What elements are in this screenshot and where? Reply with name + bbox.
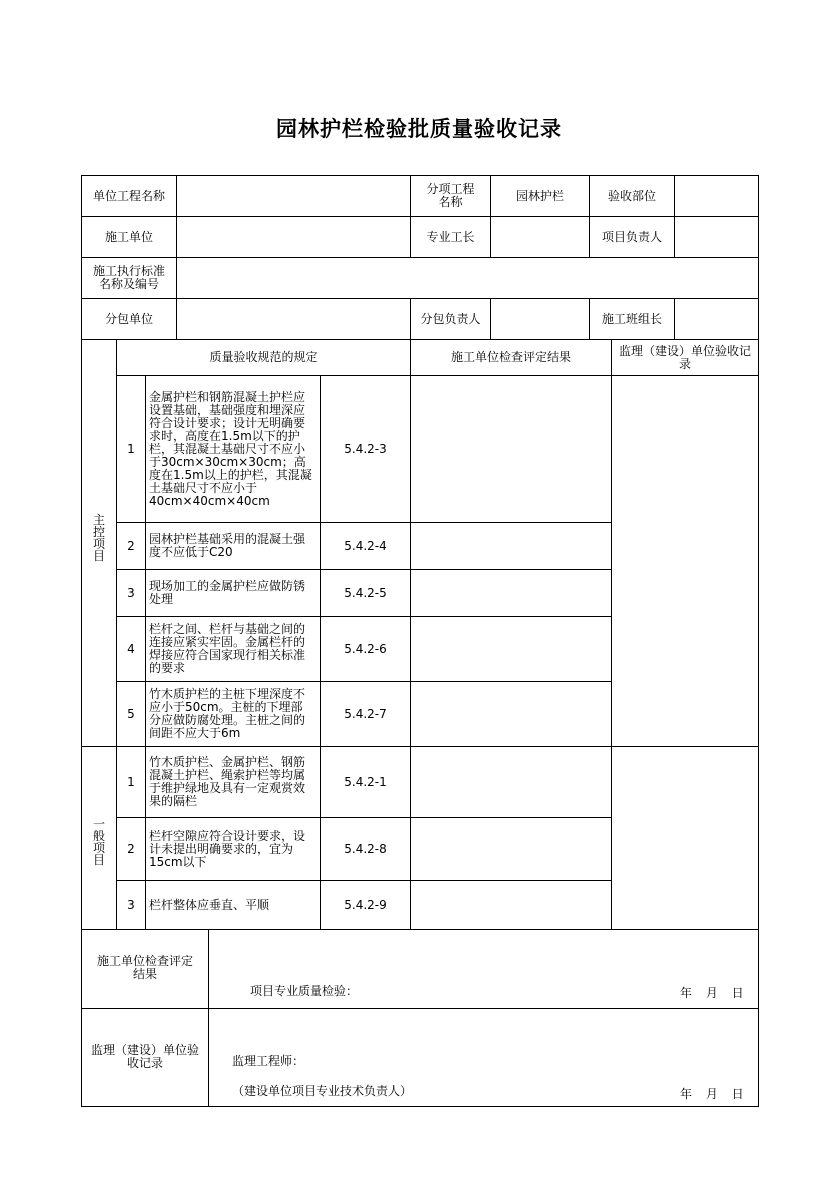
foreman-label: 专业工长: [410, 216, 491, 258]
team-leader-label: 施工班组长: [589, 298, 675, 340]
item-result-field[interactable]: [410, 522, 612, 570]
item-result-field[interactable]: [410, 817, 612, 881]
item-spec: 现场加工的金属护栏应做防锈处理: [145, 569, 321, 617]
standard-field[interactable]: [176, 257, 759, 299]
item-spec: 栏杆整体应垂直、平顺: [145, 880, 321, 930]
signoff-date-1: 年 月 日: [680, 986, 749, 1000]
item-result-field[interactable]: [410, 375, 612, 523]
owner-representative-label: （建设单位项目专业技术负责人）: [232, 1084, 413, 1098]
item-clause: 5.4.2-5: [320, 569, 411, 617]
contractor-result-header: 施工单位检查评定结果: [410, 339, 612, 376]
item-no: 3: [116, 569, 146, 617]
supervisor-footer-label: 监理（建设）单位验收记录: [90, 1043, 199, 1070]
item-no: 2: [116, 522, 146, 570]
page-title: 园林护栏检验批质量验收记录: [276, 117, 562, 141]
foreman-field[interactable]: [490, 216, 590, 258]
contractor-result-footer-label: 施工单位检查评定结果: [96, 954, 193, 981]
item-clause: 5.4.2-9: [320, 880, 411, 930]
item-clause: 5.4.2-8: [320, 817, 411, 881]
item-clause: 5.4.2-3: [320, 375, 411, 523]
item-result-field[interactable]: [410, 569, 612, 617]
unit-project-label: 单位工程名称: [81, 175, 177, 217]
subcontractor-label: 分包单位: [81, 298, 177, 340]
item-spec: 竹木质护栏的主桩下埋深度不应小于50cm。主桩的下埋部分应做防腐处理。主桩之间的间距不应大于6m: [145, 681, 321, 747]
item-spec: 园林护栏基础采用的混凝土强度不应低于C20: [145, 522, 321, 570]
spec-column-header: 质量验收规范的规定: [116, 339, 411, 376]
supervising-engineer-label: 监理工程师：: [232, 1054, 305, 1068]
main-items-label: 主控项目: [92, 513, 105, 563]
supervisor-record-header: 监理（建设）单位验收记录: [611, 339, 759, 376]
general-items-label: 一般项目: [92, 817, 105, 867]
item-result-field[interactable]: [410, 616, 612, 682]
item-no: 1: [116, 746, 146, 818]
construction-unit-label: 施工单位: [81, 216, 177, 258]
sub-project-label: 分项工程名称: [410, 175, 491, 217]
project-manager-field[interactable]: [674, 216, 759, 258]
acceptance-part-label: 验收部位: [589, 175, 675, 217]
item-no: 2: [116, 817, 146, 881]
unit-project-field[interactable]: [176, 175, 411, 217]
item-result-field[interactable]: [410, 880, 612, 930]
item-no: 4: [116, 616, 146, 682]
project-manager-label: 项目负责人: [589, 216, 675, 258]
item-clause: 5.4.2-1: [320, 746, 411, 818]
quality-inspector-label: 项目专业质量检验：: [250, 984, 359, 998]
supervisor-record-general-field[interactable]: [611, 746, 759, 930]
item-result-field[interactable]: [410, 746, 612, 818]
team-leader-field[interactable]: [674, 298, 759, 340]
item-spec: 栏杆之间、栏杆与基础之间的连接应紧实牢固。金属栏杆的焊接应符合国家现行相关标准的要求: [145, 616, 321, 682]
item-result-field[interactable]: [410, 681, 612, 747]
item-spec: 金属护栏和钢筋混凝土护栏应设置基础，基础强度和埋深应符合设计要求；设计无明确要求时，高度在1.5m以下的护栏，其混凝土基础尺寸不应小于30cm×30cm×30cm；高度在1.5m以上的护栏，其混凝土基础尺寸不应小于40cm×40cm×40cm: [145, 375, 321, 523]
sub-project-value: 园林护栏: [490, 175, 590, 217]
item-clause: 5.4.2-4: [320, 522, 411, 570]
subcontractor-field[interactable]: [176, 298, 411, 340]
sub-manager-label: 分包负责人: [410, 298, 491, 340]
item-spec: 栏杆空隙应符合设计要求，设计未提出明确要求的，宜为15cm以下: [145, 817, 321, 881]
sub-manager-field[interactable]: [490, 298, 590, 340]
supervisor-record-main-field[interactable]: [611, 375, 759, 747]
standard-label: 施工执行标准名称及编号: [81, 257, 177, 299]
construction-unit-field[interactable]: [176, 216, 411, 258]
item-no: 3: [116, 880, 146, 930]
acceptance-part-field[interactable]: [674, 175, 759, 217]
item-no: 1: [116, 375, 146, 523]
item-spec: 竹木质护栏、金属护栏、钢筋混凝土护栏、绳索护栏等均属于维护绿地及具有一定观赏效果的隔栏: [145, 746, 321, 818]
item-no: 5: [116, 681, 146, 747]
signoff-date-2: 年 月 日: [680, 1087, 749, 1101]
item-clause: 5.4.2-6: [320, 616, 411, 682]
item-clause: 5.4.2-7: [320, 681, 411, 747]
